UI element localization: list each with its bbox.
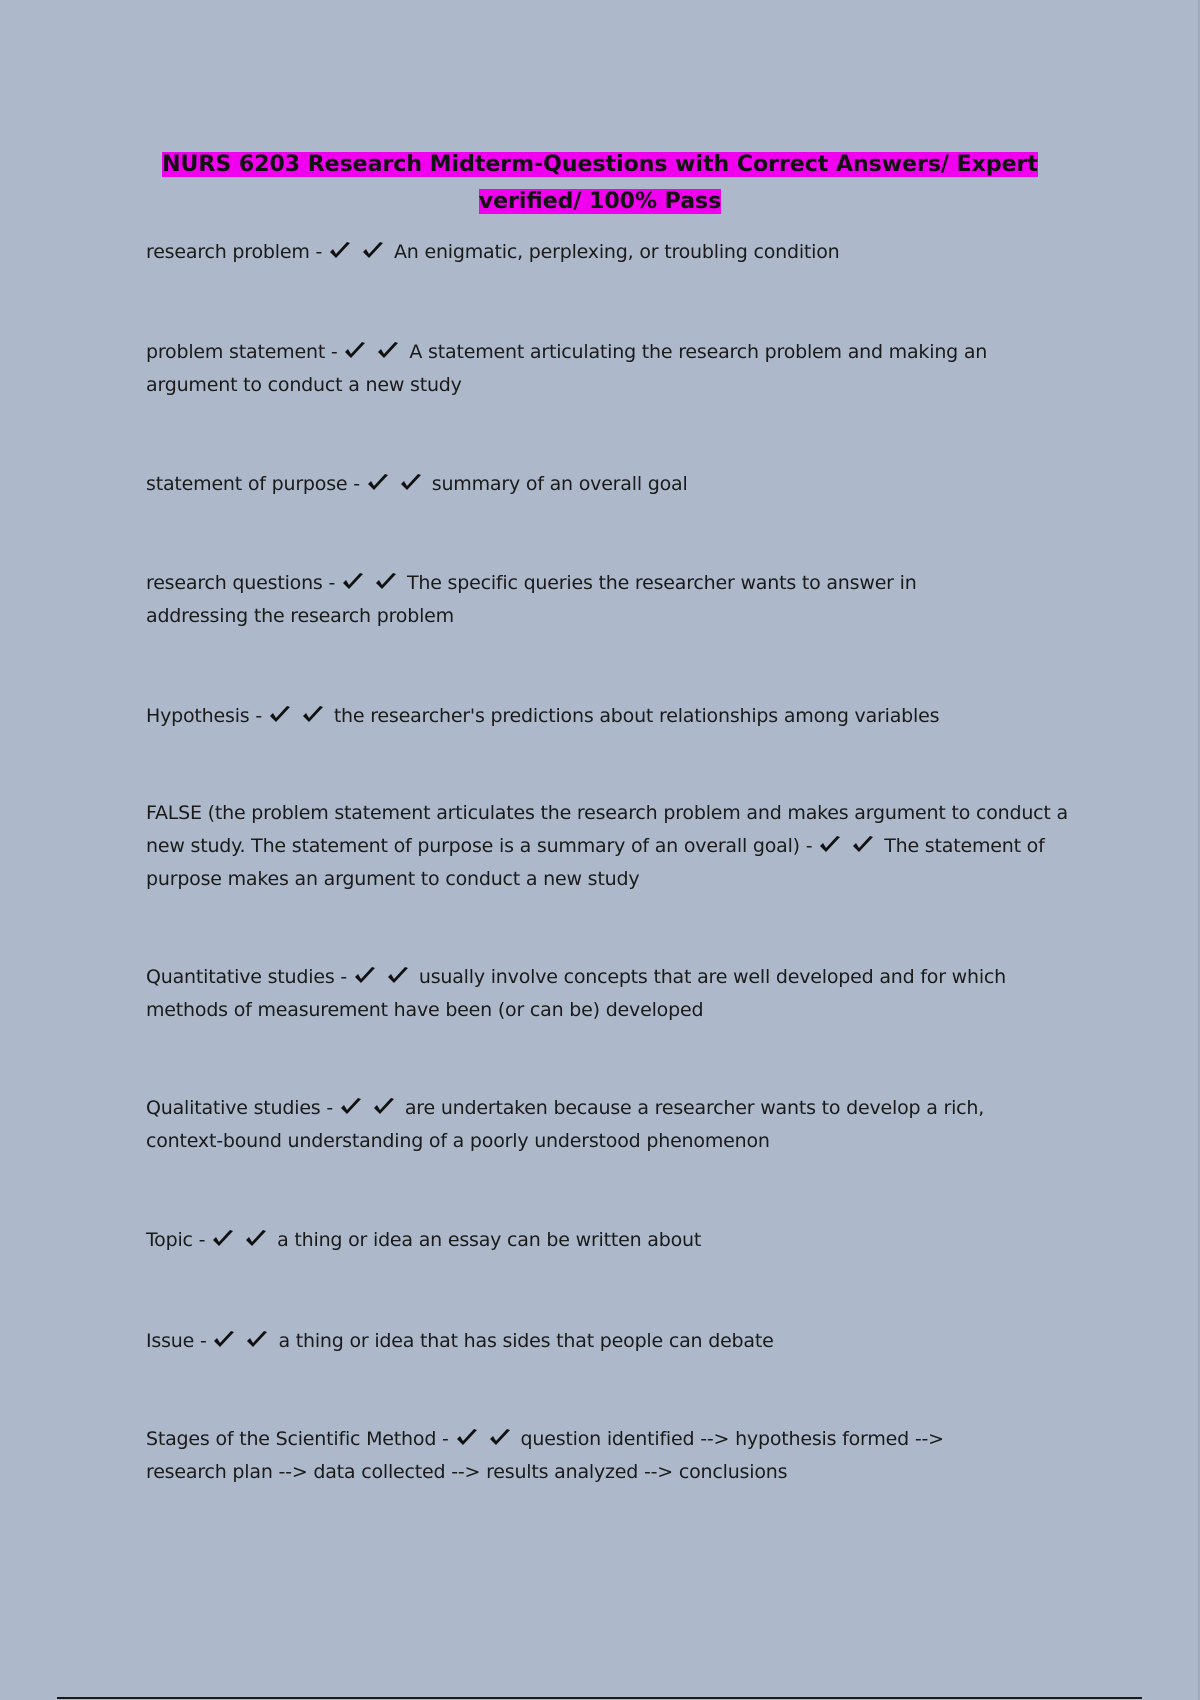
entry-term: Hypothesis - xyxy=(146,705,268,727)
heavy-check-mark-icon xyxy=(211,1229,235,1249)
qa-entry-quantitative-studies xyxy=(146,961,1071,1027)
qa-entry-issue xyxy=(146,1325,1066,1358)
entry-term: research questions - xyxy=(146,572,341,594)
entry-term: Topic - xyxy=(146,1229,212,1251)
entry-definition: usually involve concepts that are well developed and for which methods of measurement have been (or can be) developed xyxy=(146,966,1007,1021)
entry-term: Quantitative studies - xyxy=(146,966,353,988)
title-line-1: NURS 6203 Research Midterm-Questions with Correct Answers/ Expert xyxy=(162,152,1038,177)
qa-entry-research-problem xyxy=(146,236,1066,269)
heavy-check-mark-icon xyxy=(339,1097,363,1117)
entry-definition: The statement of purpose makes an argument to conduct a new study xyxy=(146,835,1045,890)
heavy-check-mark-icon xyxy=(372,1097,396,1117)
heavy-check-mark-icon xyxy=(818,835,842,855)
heavy-check-mark-icon xyxy=(851,835,875,855)
qa-entry-research-questions xyxy=(146,567,986,633)
heavy-check-mark-icon xyxy=(328,241,352,261)
entry-definition: question identified --> hypothesis formed --> research plan --> data collected --> results analyzed --> conclusions xyxy=(146,1428,944,1483)
entry-term: Qualitative studies - xyxy=(146,1097,339,1119)
heavy-check-mark-icon xyxy=(361,241,385,261)
heavy-check-mark-icon xyxy=(374,572,398,592)
qa-entry-problem-statement xyxy=(146,336,1046,402)
qa-entry-topic xyxy=(146,1224,1066,1257)
entry-definition: An enigmatic, perplexing, or troubling condition xyxy=(394,241,840,263)
qa-entry-qualitative-studies xyxy=(146,1092,1046,1158)
document-title xyxy=(150,146,1050,220)
entry-term: FALSE (the problem statement articulates the research problem and makes argument to conduct a new study. The statement of purpose is a summary of an overall goal) - xyxy=(146,802,1068,857)
heavy-check-mark-icon xyxy=(268,705,292,725)
entry-definition: A statement articulating the research problem and making an argument to conduct a new study xyxy=(146,341,988,396)
heavy-check-mark-icon xyxy=(244,1229,268,1249)
entry-term: statement of purpose - xyxy=(146,473,366,495)
entry-definition: summary of an overall goal xyxy=(431,473,688,495)
heavy-check-mark-icon xyxy=(353,966,377,986)
heavy-check-mark-icon xyxy=(245,1330,269,1350)
entry-term: problem statement - xyxy=(146,341,344,363)
entry-definition: a thing or idea an essay can be written about xyxy=(277,1229,702,1251)
heavy-check-mark-icon xyxy=(386,966,410,986)
title-line-2: verified/ 100% Pass xyxy=(478,189,722,214)
qa-entry-false-statement xyxy=(146,797,1071,896)
heavy-check-mark-icon xyxy=(301,705,325,725)
heavy-check-mark-icon xyxy=(399,473,423,493)
heavy-check-mark-icon xyxy=(341,572,365,592)
heavy-check-mark-icon xyxy=(212,1330,236,1350)
entry-definition: The specific queries the researcher wants to answer in addressing the research problem xyxy=(146,572,917,627)
entry-term: Issue - xyxy=(146,1330,213,1352)
heavy-check-mark-icon xyxy=(376,341,400,361)
qa-entry-hypothesis xyxy=(146,700,1066,733)
heavy-check-mark-icon xyxy=(343,341,367,361)
entry-definition: are undertaken because a researcher wants to develop a rich, context-bound understanding of a poorly understood phenomenon xyxy=(146,1097,985,1152)
entry-definition: a thing or idea that has sides that people can debate xyxy=(278,1330,774,1352)
entry-term: research problem - xyxy=(146,241,328,263)
entry-definition: the researcher's predictions about relationships among variables xyxy=(333,705,940,727)
heavy-check-mark-icon xyxy=(366,473,390,493)
heavy-check-mark-icon xyxy=(488,1428,512,1448)
footer-rule xyxy=(57,1697,1142,1699)
entry-term: Stages of the Scientific Method - xyxy=(146,1428,455,1450)
qa-entry-statement-of-purpose xyxy=(146,468,1066,501)
qa-entry-scientific-method xyxy=(146,1423,1016,1489)
heavy-check-mark-icon xyxy=(455,1428,479,1448)
